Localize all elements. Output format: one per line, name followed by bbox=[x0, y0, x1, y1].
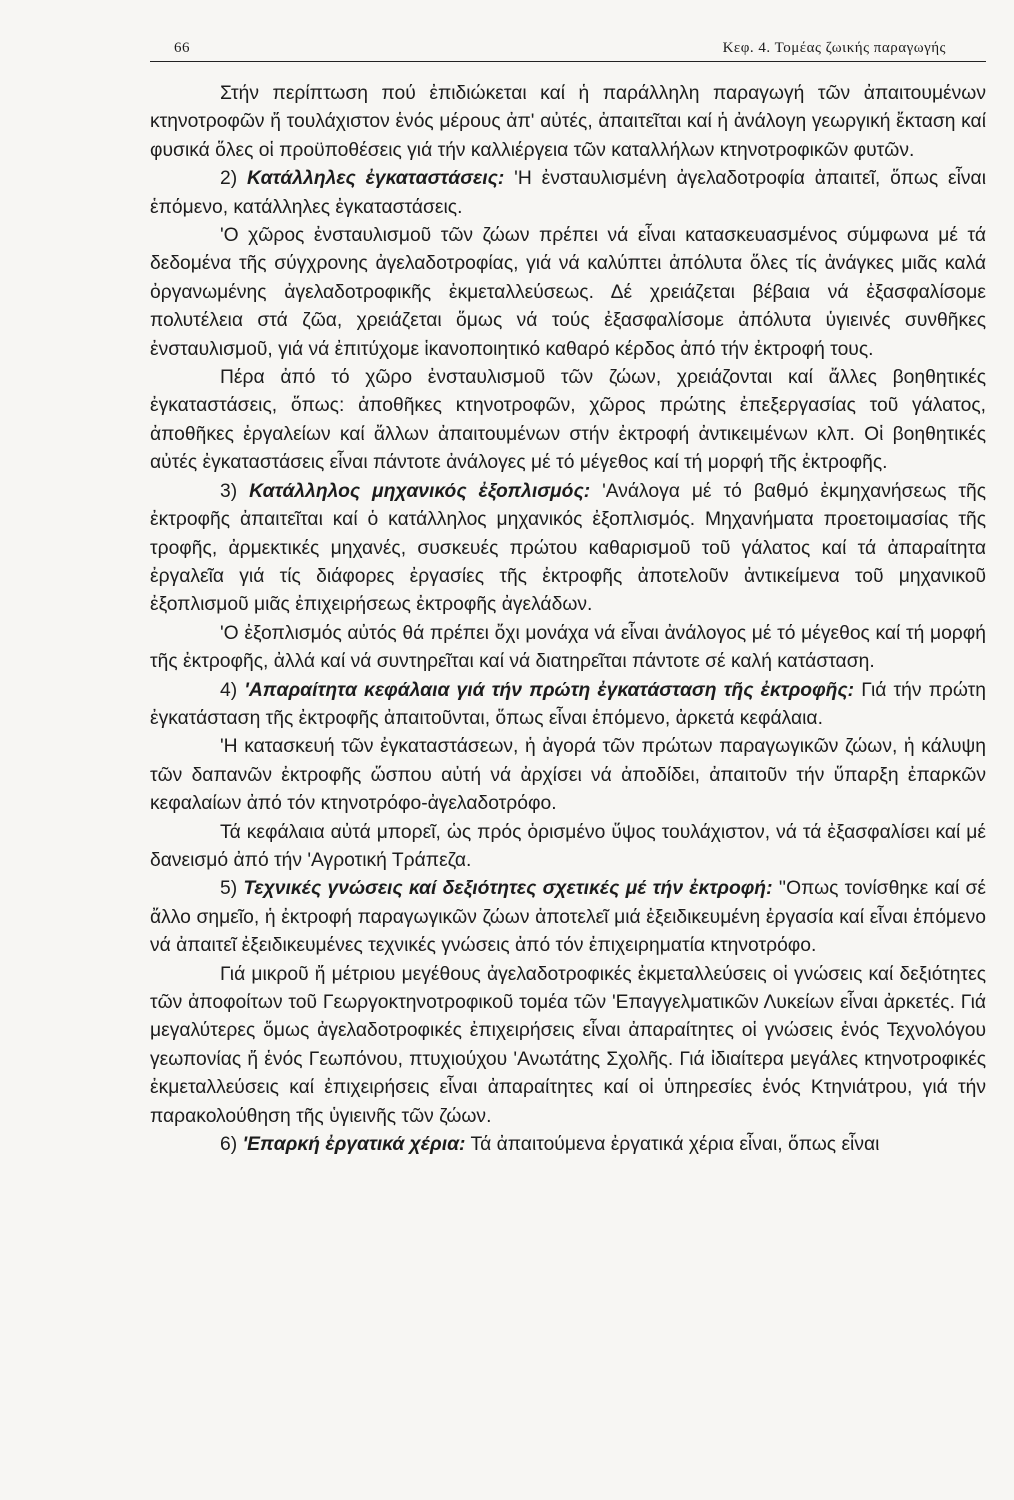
paragraph: 'Ο ἐξοπλισμός αὐτός θά πρέπει ὄχι μονάχα νά εἶναι ἀνάλογος μέ τό μέγεθος καί τή μορφή τῆς ἐκτροφῆς, ἀλλά καί νά συντηρεῖται καί νά διατηρεῖται πάντοτε σέ καλή κατάσταση. bbox=[150, 622, 986, 673]
running-head bbox=[150, 40, 986, 62]
section-number: 3) bbox=[220, 480, 238, 502]
section-number: 4) bbox=[220, 679, 238, 701]
section-title: 'Απαραίτητα κεφάλαια γιά τήν πρώτη ἐγκατάσταση τῆς ἐκτροφῆς: bbox=[244, 679, 855, 701]
section-number: 5) bbox=[220, 878, 238, 900]
paragraph: Γιά μικροῦ ἤ μέτριου μεγέθους ἀγελαδοτροφικές ἐκμεταλλεύσεις οἱ γνώσεις καί δεξιότητες τῶν ἀποφοίτων τοῦ Γεωργοκτηνοτροφικοῦ τομέα τῶν 'Επαγγελματικῶν Λυκείων εἶναι ἀρκετές. Γιά μεγαλύτερες ὅμως ἀγελαδοτροφικές ἐπιχειρήσεις εἶναι ἀπαραίτητες οἱ γνώσεις ἑνός Τεχνολόγου γεωπονίας ἤ ἑνός Γεωπόνου, πτυχιούχου 'Ανωτάτης Σχολῆς. Γιά ἰδιαίτερα μεγάλες κτηνοτροφικές ἐκμεταλλεύσεις καί ἐπιχειρήσεις εἶναι ἀπαραίτητες καί οἱ ὑπηρεσίες ἑνός Κτηνιάτρου, γιά τήν παρακολούθηση τῆς ὑγιεινῆς τῶν ζώων. bbox=[150, 963, 986, 1127]
section-number: 6) bbox=[220, 1134, 238, 1156]
paragraph: Πέρα ἀπό τό χῶρο ἐνσταυλισμοῦ τῶν ζώων, χρειάζονται καί ἄλλες βοηθητικές ἐγκαταστάσεις, ὅπως: ἀποθῆκες κτηνοτροφῶν, χῶρος πρώτης ἐπεξεργασίας τοῦ γάλατος, ἀποθῆκες ἐργαλείων καί ἄλλων ἀπαιτουμένων στήν ἐκτροφή ἀντικειμένων κλπ. Οἱ βοηθητικές αὐτές ἐγκαταστάσεις εἶναι πάντοτε ἀνάλογες μέ τό μέγεθος καί τή μορφή τῆς ἐκτροφῆς. bbox=[150, 367, 986, 474]
paragraph: 3) Κατάλληλος μηχανικός ἐξοπλισμός: 'Ανάλογα μέ τό βαθμό ἐκμηχανήσεως τῆς ἐκτροφῆς ἀπαιτεῖται καί ὁ κατάλληλος μηχανικός ἐξοπλισμός. Μηχανήματα προετοιμασίας τῆς τροφῆς, ἀρμεκτικές μηχανές, συσκευές πρώτου καθαρισμοῦ τοῦ γάλατος καί τά ἀπαραίτητα ἐργαλεῖα γιά τίς διάφορες ἐργασίες τῆς ἐκτροφῆς ἀποτελοῦν ἀντικείμενα τοῦ μηχανικοῦ ἐξοπλισμοῦ μιᾶς ἐπιχειρήσεως ἐκτροφῆς ἀγελάδων. bbox=[150, 480, 986, 616]
section-title: Τεχνικές γνώσεις καί δεξιότητες σχετικές μέ τήν ἐκτροφή: bbox=[243, 878, 773, 900]
paragraph: 'Η κατασκευή τῶν ἐγκαταστάσεων, ἡ ἀγορά τῶν πρώτων παραγωγικῶν ζώων, ἡ κάλυψη τῶν δαπανῶν ἐκτροφῆς ὥσπου αὐτή νά ἀρχίσει νά ἀποδίδει, ἀπαιτοῦν τήν ὕπαρξη ἐπαρκῶν κεφαλαίων ἀπό τόν κτηνοτρόφο-ἀγελαδοτρόφο. bbox=[150, 736, 986, 815]
page-number: 66 bbox=[174, 40, 190, 56]
paragraph: 2) Κατάλληλες ἐγκαταστάσεις: 'Η ἐνσταυλισμένη ἀγελαδοτροφία ἀπαιτεῖ, ὅπως εἶναι ἑπόμενο, κατάλληλες ἐγκαταστάσεις. bbox=[150, 168, 986, 218]
paragraph: 6) 'Επαρκή ἐργατικά χέρια: Τά ἀπαιτούμενα ἐργατικά χέρια εἶναι, ὅπως εἶναι bbox=[220, 1134, 880, 1156]
section-title: Κατάλληλες ἐγκαταστάσεις: bbox=[247, 168, 505, 190]
paragraph: 4) 'Απαραίτητα κεφάλαια γιά τήν πρώτη ἐγκατάσταση τῆς ἐκτροφῆς: Γιά τήν πρώτη ἐγκατάσταση τῆς ἐκτροφῆς ἀπαιτοῦνται, ὅπως εἶναι ἑπόμενο, ἀρκετά κεφάλαια. bbox=[150, 679, 987, 729]
body-text bbox=[150, 80, 986, 1159]
chapter-title: Κεφ. 4. Τομέας ζωικής παραγωγής bbox=[722, 40, 946, 56]
paragraph: Στήν περίπτωση πού ἐπιδιώκεται καί ἡ παράλληλη παραγωγή τῶν ἀπαιτουμένων κτηνοτροφῶν ἤ τουλάχιστον ἑνός μέρους ἀπ' αὐτές, ἀπαιτεῖται καί ἡ ἀνάλογη γεωργική ἔκταση καί φυσικά ὅλες οἱ προϋποθέσεις γιά τήν καλλιέργεια τῶν καταλλήλων κτηνοτροφικῶν φυτῶν. bbox=[150, 83, 986, 161]
paragraph: 5) Τεχνικές γνώσεις καί δεξιότητες σχετικές μέ τήν ἐκτροφή: ''Οπως τονίσθηκε καί σέ ἄλλο σημεῖο, ἡ ἐκτροφή παραγωγικῶν ζώων ἀποτελεῖ μιά ἐξειδικευμένη ἐργασία καί εἶναι ἑπόμενο νά ἀπαιτεῖ ἐξειδικευμένες τεχνικές γνώσεις ἀπό τόν ἐπιχειρηματία κτηνοτρόφο. bbox=[150, 878, 987, 957]
paragraph: 'Ο χῶρος ἐνσταυλισμοῦ τῶν ζώων πρέπει νά εἶναι κατασκευασμένος σύμφωνα μέ τά δεδομένα τῆς σύγχρονης ἀγελαδοτροφίας, γιά νά καλύπτει ἀπόλυτα ὅλες τίς ἀνάγκες μιᾶς καλά ὀργανωμένης ἀγελαδοτροφικῆς ἐκμεταλλεύσεως. Δέ χρειάζεται βέβαια νά ἐξασφαλίσομε πολυτέλεια στά ζῶα, χρειάζεται ὅμως νά τούς ἐξασφαλίσομε ἀπόλυτα ὑγιεινές συνθῆκες ἐνσταυλισμοῦ, γιά νά ἐπιτύχομε ἱκανοποιητικό καθαρό κέρδος ἀπό τήν ἐκτροφή τους. bbox=[150, 225, 986, 360]
section-title: Κατάλληλος μηχανικός ἐξοπλισμός: bbox=[249, 480, 591, 502]
paragraph: Τά κεφάλαια αὐτά μπορεῖ, ὡς πρός ὁρισμένο ὕψος τουλάχιστον, νά τά ἐξασφαλίσει καί μέ δανεισμό ἀπό τήν 'Αγροτική Τράπεζα. bbox=[150, 821, 986, 871]
section-number: 2) bbox=[220, 168, 238, 190]
section-title: 'Επαρκή ἐργατικά χέρια: bbox=[242, 1134, 466, 1156]
